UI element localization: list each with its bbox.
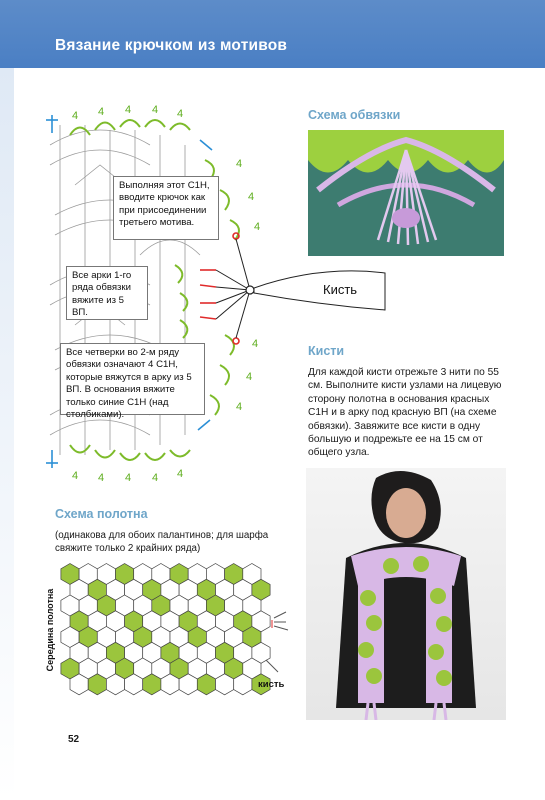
svg-text:4: 4 — [125, 472, 132, 484]
svg-text:4: 4 — [252, 338, 259, 350]
svg-text:4: 4 — [152, 472, 159, 484]
svg-text:4: 4 — [248, 191, 255, 203]
svg-text:4: 4 — [152, 105, 159, 116]
svg-text:4: 4 — [72, 110, 79, 122]
header-band — [0, 0, 545, 68]
svg-text:4: 4 — [254, 221, 261, 233]
tassel-label: Кисть — [323, 282, 358, 297]
svg-text:4: 4 — [72, 470, 79, 482]
svg-text:4: 4 — [125, 105, 132, 116]
page-title: Вязание крючком из мотивов — [55, 37, 288, 54]
fabric-tassel-label: кисть — [258, 679, 285, 690]
svg-text:4: 4 — [246, 371, 253, 383]
tassels-section-title: Кисти — [308, 344, 345, 358]
svg-text:4: 4 — [98, 106, 105, 118]
callout-first-join: Выполняя этот С1Н, вводите крючок как при присоединении третьего мотива. — [113, 176, 219, 240]
hexagon-grid — [61, 564, 270, 695]
fabric-section-title: Схема полотна — [55, 507, 148, 521]
svg-text:4: 4 — [236, 401, 243, 413]
model-photo — [306, 468, 506, 720]
edging-photo — [308, 130, 504, 256]
svg-text:4: 4 — [98, 472, 105, 484]
tassel-knot-circle — [246, 286, 254, 294]
callout-first-row-arcs: Все арки 1-го ряда обвязки вяжите из 5 ВП. — [66, 266, 148, 320]
fabric-center-label: Середина полотна — [45, 588, 55, 672]
callout-second-row: Все четверки во 2-м ряду обвязки означают 4 С1Н, которые вяжутся в арку из 5 ВП. В основания вяжите только синие С1Н (над столбиками). — [60, 343, 205, 415]
tassel-shape — [254, 271, 385, 310]
tassel-pointer-lines — [216, 239, 250, 338]
page-number: 52 — [68, 734, 80, 745]
left-decorative-stripe — [0, 68, 14, 800]
edging-section-title: Схема обвязки — [308, 108, 401, 122]
fabric-subtitle: (одинакова для обоих палантинов; для шарфа свяжите только 2 крайних ряда) — [55, 530, 269, 555]
svg-text:4: 4 — [236, 158, 243, 170]
tassels-instructions: Для каждой кисти отрежьте 3 нити по 55 см. Выполните кисти узлами на лицевую сторону полотна в основания красных С1Н и в арку под красную ВП (на схеме обвязки). Завяжите все кисти в одну большую и подрежьте ее на 15 см от общего узла. — [308, 367, 502, 459]
svg-text:4: 4 — [177, 468, 184, 480]
svg-text:4: 4 — [177, 108, 184, 120]
